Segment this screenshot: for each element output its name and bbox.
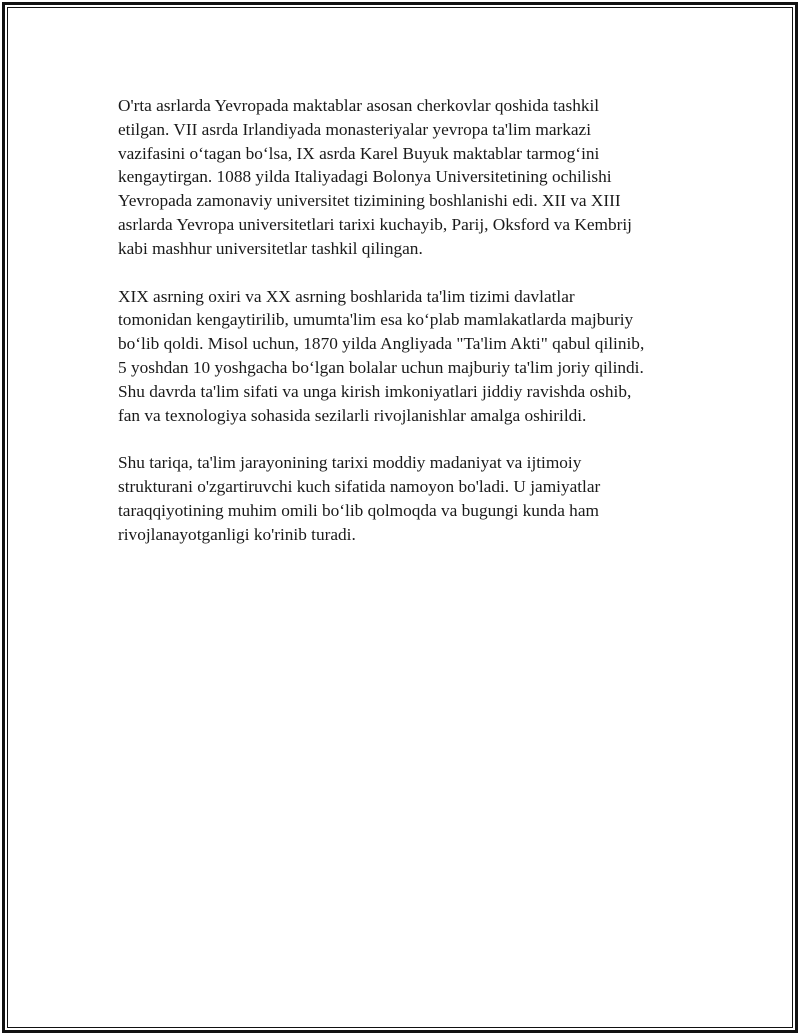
paragraph-2 bbox=[118, 285, 688, 428]
text-line: taraqqiyotining muhim omili bo‘lib qolmoqda va bugungi kunda ham bbox=[118, 500, 599, 520]
text-line: XIX asrning oxiri va XX asrning boshlarida ta'lim tizimi davlatlar bbox=[118, 286, 575, 306]
text-line: strukturani o'zgartiruvchi kuch sifatida namoyon bo'ladi. U jamiyatlar bbox=[118, 477, 601, 497]
text-line: Shu tariqa, ta'lim jarayonining tarixi moddiy madaniyat va ijtimoiy bbox=[118, 453, 582, 473]
text-line: Yevropada zamonaviy universitet tizimining boshlanishi edi. XII va XIII bbox=[118, 191, 621, 211]
text-line: kabi mashhur universitetlar tashkil qilingan. bbox=[118, 238, 423, 258]
document-body bbox=[118, 94, 688, 571]
text-line: O'rta asrlarda Yevropada maktablar asosan cherkovlar qoshida tashkil bbox=[118, 96, 600, 115]
text-line: rivojlanayotganligi ko'rinib turadi. bbox=[118, 524, 356, 544]
text-line: 5 yoshdan 10 yoshgacha bo‘lgan bolalar uchun majburiy ta'lim joriy qilindi. bbox=[118, 357, 644, 377]
paragraph-3 bbox=[118, 451, 688, 546]
text-line: Shu davrda ta'lim sifati va unga kirish imkoniyatlari jiddiy ravishda oshib, bbox=[118, 381, 632, 401]
text-line: vazifasini o‘tagan bo‘lsa, IX asrda Karel Buyuk maktablar tarmog‘ini bbox=[118, 143, 600, 163]
paragraph-1 bbox=[118, 94, 688, 261]
text-line: kengaytirgan. 1088 yilda Italiyadagi Bolonya Universitetining ochilishi bbox=[118, 167, 612, 187]
text-line: etilgan. VII asrda Irlandiyada monasteriyalar yevropa ta'lim markazi bbox=[118, 119, 592, 139]
text-line: fan va texnologiya sohasida sezilarli rivojlanishlar amalga oshirildi. bbox=[118, 405, 587, 425]
text-line: tomonidan kengaytirilib, umumta'lim esa ko‘plab mamlakatlarda majburiy bbox=[118, 310, 634, 330]
text-line: bo‘lib qoldi. Misol uchun, 1870 yilda Angliyada "Ta'lim Akti" qabul qilinib, bbox=[118, 334, 645, 354]
text-line: asrlarda Yevropa universitetlari tarixi kuchayib, Parij, Oksford va Kembrij bbox=[118, 214, 632, 234]
